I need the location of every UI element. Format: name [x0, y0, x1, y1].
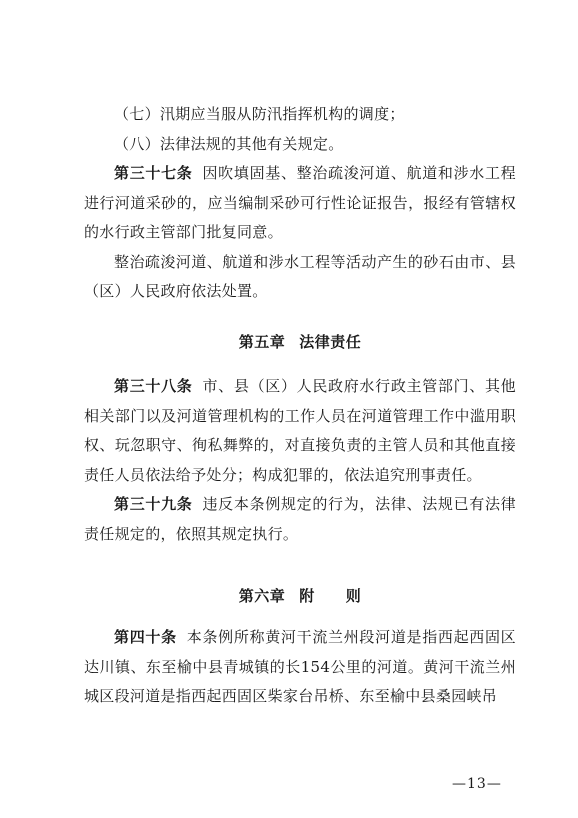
chapter-5-title: 法律责任 [299, 333, 362, 351]
chapter-5-number: 第五章 [238, 333, 286, 351]
list-item-8: （八）法律法规的其他有关规定。 [114, 134, 344, 153]
chapter-6-heading [84, 585, 516, 606]
page-number: —13— [452, 776, 502, 792]
article-39 [84, 490, 516, 549]
chapter-6-number: 第六章 [238, 587, 286, 605]
list-item-7: （七）汛期应当服从防汛指挥机构的调度； [114, 105, 405, 123]
article-37-text: 因吹填固基、整治疏浚河道、航道和涉水工程进行河道采砂的，应当编制采砂可行性论证报告，报经有管辖权的水行政主管部门批复同意。 [84, 164, 516, 241]
article-37-paragraph-2: 整治疏浚河道、航道和涉水工程等活动产生的砂石由市、县（区）人民政府依法处置。 [84, 252, 516, 300]
text-block-middle [84, 372, 516, 549]
article-38-text: 市、县（区）人民政府水行政主管部门、其他相关部门以及河道管理机构的工作人员在河道管理工作中滥用职权、玩忽职守、徇私舞弊的，对直接负责的主管人员和其他直接责任人员依法给予处分；构成犯罪的，依法追究刑事责任。 [84, 377, 516, 484]
article-40-label: 第四十条 [114, 628, 177, 646]
article-39-text: 违反本条例规定的行为，法律、法规已有法律责任规定的，依照其规定执行。 [84, 495, 516, 543]
article-38 [84, 372, 516, 490]
text-block-bottom [84, 623, 516, 712]
chapter-6-title: 附 则 [299, 587, 362, 605]
article-37-label: 第三十七条 [114, 164, 193, 182]
article-37 [84, 159, 516, 248]
article-40 [84, 623, 516, 712]
text-block-top [84, 100, 516, 307]
article-40-text: 本条例所称黄河干流兰州段河道是指西起西固区达川镇、东至榆中县青城镇的长154公里的河道。黄河干流兰州城区段河道是指西起西固区柴家台吊桥、东至榆中县桑园峡吊 [84, 628, 516, 705]
article-38-label: 第三十八条 [114, 377, 193, 395]
chapter-5-heading [84, 331, 516, 352]
article-39-label: 第三十九条 [114, 495, 193, 513]
